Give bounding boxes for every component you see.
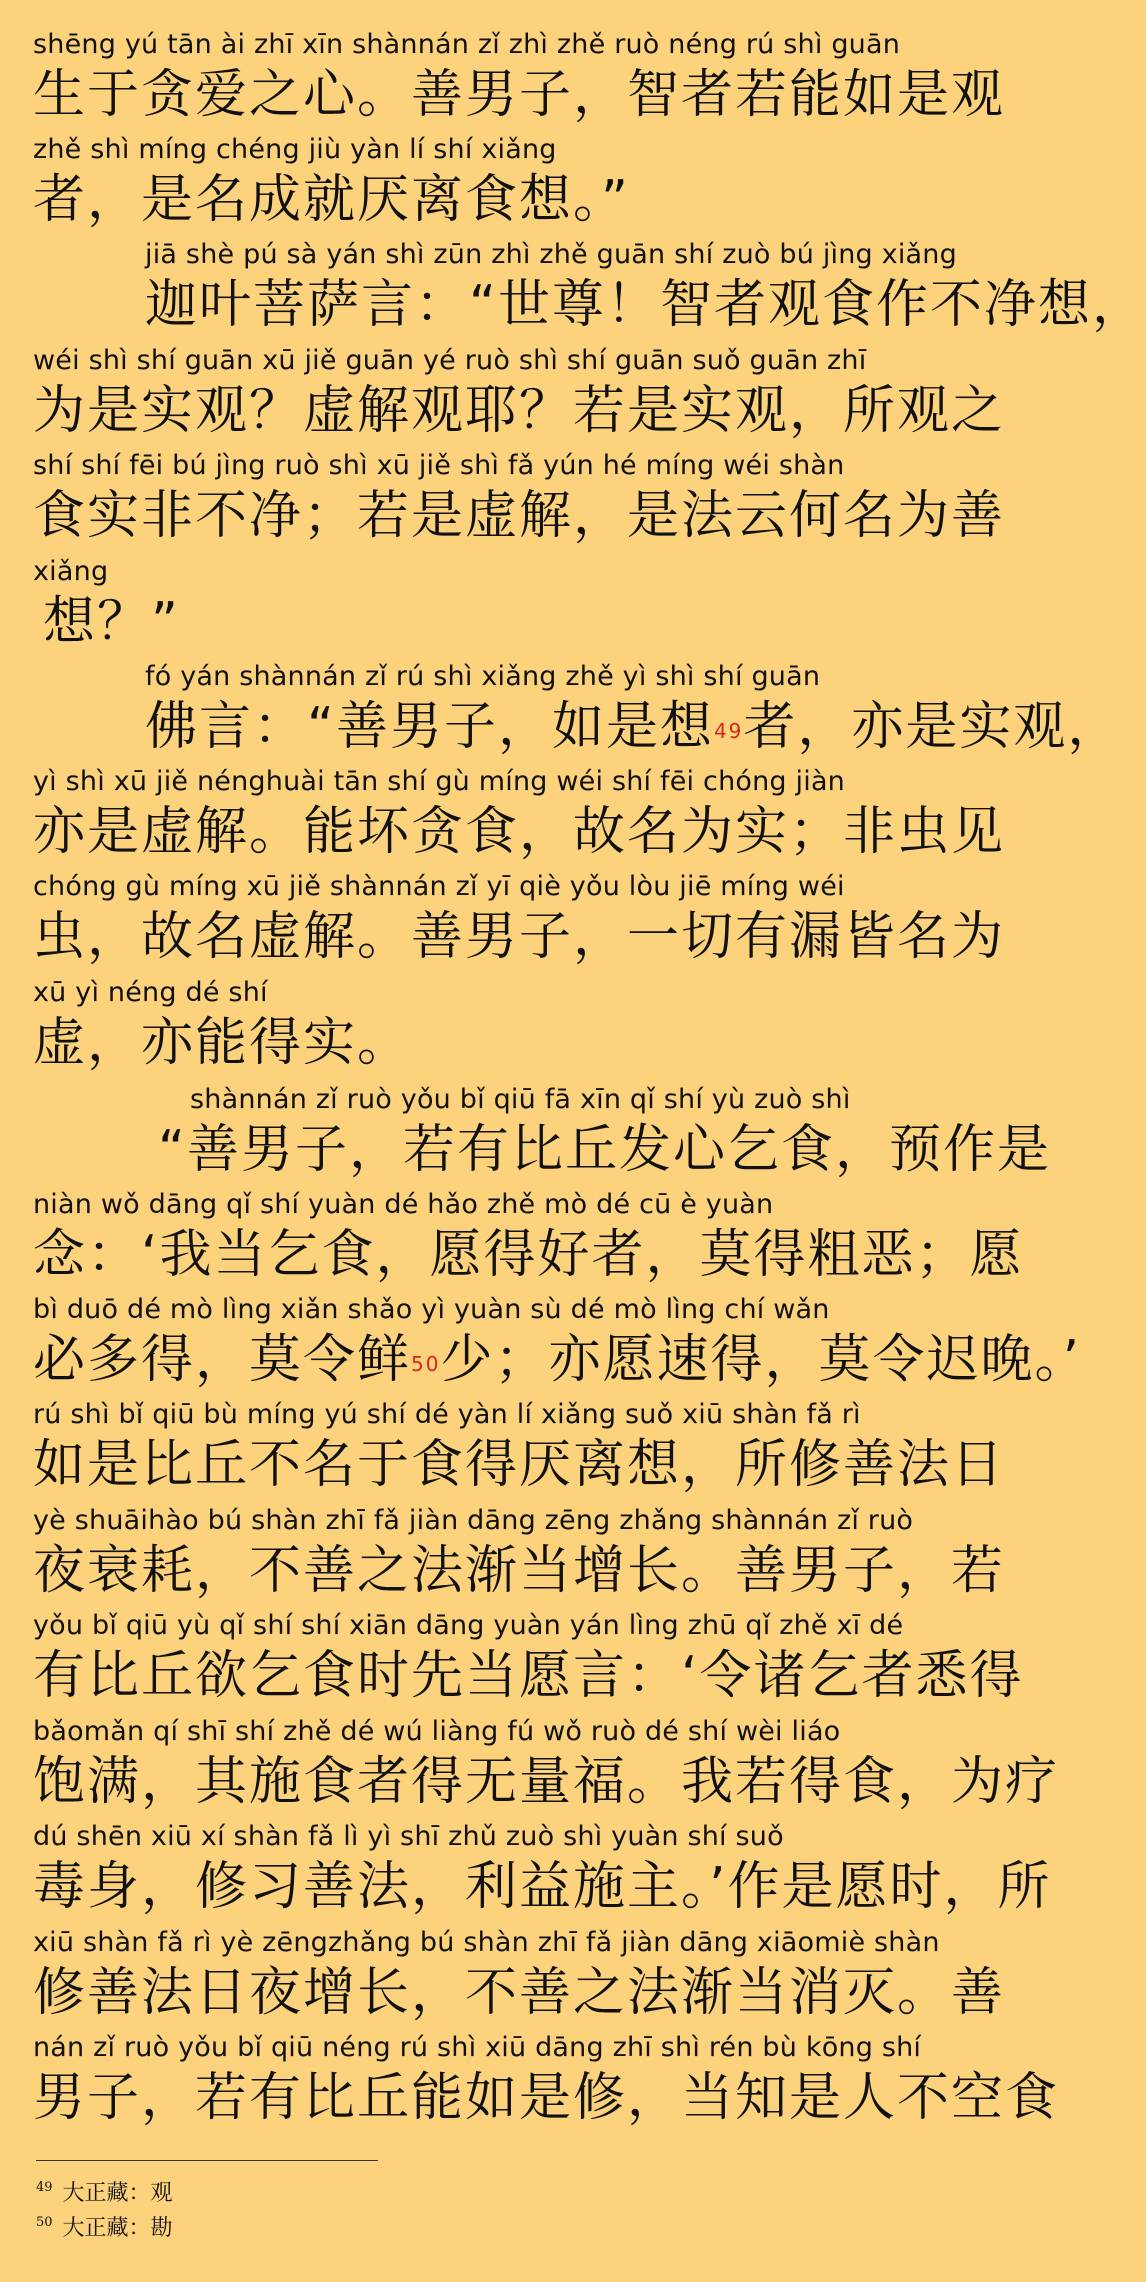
pinyin-annotation: chóng gù míng xū jiě shànnán zǐ yī qiè yǒu lòu jiē míng wéi [33,871,845,902]
chinese-text: 迦叶菩萨言：“世尊！智者观食作不净想， [145,275,1146,335]
chinese-text: 毒身，修习善法，利益施主。’作是愿时，所 [33,1857,1052,1917]
text-line-1 [33,28,1053,132]
pinyin-annotation: nán zǐ ruò yǒu bǐ qiū néng rú shì xiū dāng zhī shì rén bù kōng shí [33,2032,922,2063]
pinyin-annotation: rú shì bǐ qiū bù míng yú shí dé yàn lí xiǎng suǒ xiū shàn fǎ rì [33,1399,861,1430]
chinese-text: 男子，若有比丘能如是修，当知是人不空食 [33,2068,1060,2128]
footnote-number: 49 [36,2180,53,2195]
text-line-5 [33,449,1053,553]
footnote-reference-49: 49 [713,719,744,743]
text-line-3 [145,238,1146,342]
pinyin-annotation: bì duō dé mò lìng xiǎn shǎo yì yuàn sù dé mò lìng chí wǎn [33,1294,830,1325]
pinyin-annotation: fó yán shànnán zǐ rú shì xiǎng zhě yì shì shí guān [145,661,821,692]
chinese-text-segment: 必多得，莫令鲜 [33,1330,412,1390]
text-line-16 [33,1609,1053,1713]
text-line-4 [33,344,1053,448]
text-line-2 [33,133,1053,237]
text-line-9 [33,870,1053,974]
chinese-text-segment: 少；亦愿速得，莫令迟晚。’ [440,1330,1081,1390]
chinese-text: 修善法日夜增长，不善之法渐当消灭。善 [33,1963,1006,2023]
chinese-text-segment: 佛言：“善男子，如是想 [145,697,714,757]
footnote-divider [36,2160,378,2161]
chinese-text: 食实非不净；若是虚解，是法云何名为善 [33,486,1006,546]
chinese-text: 夜衰耗，不善之法渐当增长。善男子，若 [33,1541,1006,1601]
text-line-15 [33,1504,1053,1608]
text-line-14 [33,1398,1053,1502]
text-line-6 [33,555,1053,659]
footnote-number: 50 [36,2215,53,2230]
pinyin-annotation: wéi shì shí guān xū jiě guān yé ruò shì shí guān suǒ guān zhī [33,345,867,376]
chinese-text: “善男子，若有比丘发心乞食，预作是 [158,1120,1051,1180]
chinese-text [33,1326,1081,1394]
pinyin-annotation: zhě shì míng chéng jiù yàn lí shí xiǎng [33,134,557,165]
footnote-reference-50: 50 [411,1352,441,1376]
chinese-text: 虚，亦能得实。 [33,1013,412,1073]
text-line-12 [33,1188,1053,1292]
pinyin-annotation: yè shuāihào bú shàn zhī fǎ jiàn dāng zēng zhǎng shànnán zǐ ruò [33,1505,914,1536]
footnote-text: 大正藏：观 [62,2181,173,2206]
footnote-text: 大正藏：勘 [62,2216,173,2241]
chinese-text: 生于贪爱之心。善男子，智者若能如是观 [33,65,1006,125]
pinyin-annotation: shí shí fēi bú jìng ruò shì xū jiě shì fǎ yún hé míng wéi shàn [33,450,845,481]
text-line-11 [158,1083,1066,1187]
chinese-text-segment: 者，亦是实观， [743,697,1122,757]
pinyin-annotation: xū yì néng dé shí [33,977,268,1008]
pinyin-annotation: niàn wǒ dāng qǐ shí yuàn dé hǎo zhě mò dé cū è yuàn [33,1189,774,1220]
pinyin-annotation: yǒu bǐ qiū yù qǐ shí shí xiān dāng yuàn yán lìng zhū qǐ zhě xī dé [33,1610,904,1641]
chinese-text: 者，是名成就厌离食想。” [33,170,630,230]
text-line-13 [33,1293,1081,1397]
chinese-text: 想？” [43,592,180,652]
pinyin-annotation: xiū shàn fǎ rì yè zēngzhǎng bú shàn zhī fǎ jiàn dāng xiāomiè shàn [33,1927,940,1958]
chinese-text: 有比丘欲乞食时先当愿言：‘令诸乞者悉得 [33,1646,1024,1706]
pinyin-annotation: yì shì xū jiě nénghuài tān shí gù míng wéi shí fēi chóng jiàn [33,766,845,797]
pinyin-annotation: dú shēn xiū xí shàn fǎ lì yì shī zhǔ zuò shì yuàn shí suǒ [33,1821,784,1852]
chinese-text: 虫，故名虚解。善男子，一切有漏皆名为 [33,907,1006,967]
text-line-10 [33,976,1053,1080]
chinese-text [145,693,1121,761]
pinyin-annotation: bǎomǎn qí shī shí zhě dé wú liàng fú wǒ ruò dé shí wèi liáo [33,1716,841,1747]
footnote-50 [36,2211,173,2242]
pinyin-annotation: xiǎng [33,556,109,587]
chinese-text: 饱满，其施食者得无量福。我若得食，为疗 [33,1752,1060,1812]
pinyin-annotation: shēng yú tān ài zhī xīn shànnán zǐ zhì zhě ruò néng rú shì guān [33,29,901,60]
text-line-19 [33,1926,1053,2030]
text-line-17 [33,1715,1060,1819]
chinese-text: 亦是虚解。能坏贪食，故名为实；非虫见 [33,802,1006,862]
chinese-text: 念：‘我当乞食，愿得好者，莫得粗恶；愿 [33,1225,1024,1285]
chinese-text: 如是比丘不名于食得厌离想，所修善法日 [33,1435,1006,1495]
chinese-text: 为是实观？虚解观耶？若是实观，所观之 [33,381,1006,441]
footnote-49 [36,2176,173,2207]
pinyin-annotation: jiā shè pú sà yán shì zūn zhì zhě guān shí zuò bú jìng xiǎng [145,239,957,270]
pinyin-annotation: shànnán zǐ ruò yǒu bǐ qiū fā xīn qǐ shí yù zuò shì [190,1084,851,1115]
text-line-20 [33,2031,1060,2135]
text-line-7 [145,660,1122,764]
text-line-8 [33,765,1053,869]
text-line-18 [33,1820,1053,1924]
